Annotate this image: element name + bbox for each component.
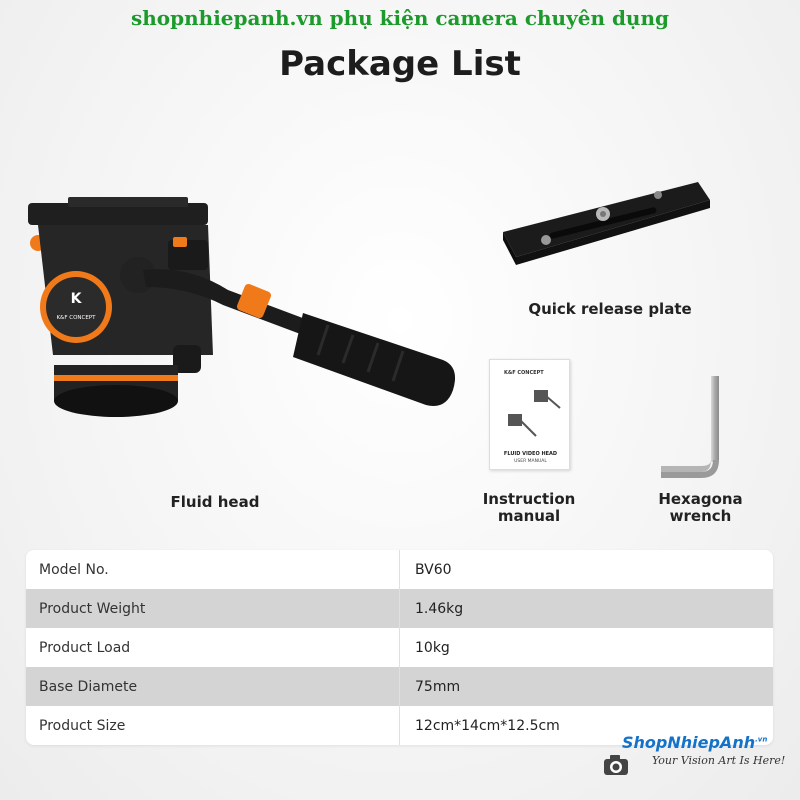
spec-key: Product Load [26, 628, 400, 667]
spec-key: Base Diamete [26, 667, 400, 706]
spec-value: 1.46kg [415, 600, 464, 617]
instruction-manual-label: Instruction manual [482, 490, 576, 525]
spec-key: Product Size [26, 706, 400, 745]
watermark-banner: shopnhiepanh.vn phụ kiện camera chuyên dụng [131, 6, 669, 30]
spec-value: BV60 [415, 561, 452, 578]
spec-value: 75mm [415, 678, 461, 695]
manual-subtitle: USER MANUAL [514, 459, 547, 464]
logo-name: ShopNhiepAnh$^{.vn}$ [622, 733, 768, 752]
manual-cover-illustration [498, 384, 564, 444]
spec-row-model [26, 550, 773, 589]
instruction-manual-image [489, 359, 570, 470]
quick-release-plate-label: Quick release plate [528, 300, 692, 318]
fluid-head-image [8, 195, 463, 430]
hexagon-wrench-image [655, 372, 730, 480]
svg-text:K: K [70, 291, 82, 307]
logo-tagline: Your Vision Art Is Here! [652, 754, 786, 767]
fluid-head-label: Fluid head [170, 493, 260, 511]
spec-row-weight [26, 589, 773, 628]
manual-brand: K&F CONCEPT [504, 370, 544, 376]
shop-logo [600, 729, 786, 789]
spec-key: Model No. [26, 550, 400, 589]
spec-value: 10kg [415, 639, 450, 656]
camera-icon [602, 753, 630, 777]
spec-value: 12cm*14cm*12.5cm [415, 717, 560, 734]
quick-release-plate-image [498, 162, 718, 272]
spec-row-load [26, 628, 773, 667]
fluid-head-badge-text: K&F CONCEPT [56, 315, 96, 321]
manual-title: FLUID VIDEO HEAD [503, 451, 558, 457]
page-title: Package List [279, 44, 521, 84]
spec-row-base [26, 667, 773, 706]
hexagon-wrench-label: Hexagona wrench [658, 490, 743, 525]
specs-table [26, 550, 773, 745]
spec-key: Product Weight [26, 589, 400, 628]
